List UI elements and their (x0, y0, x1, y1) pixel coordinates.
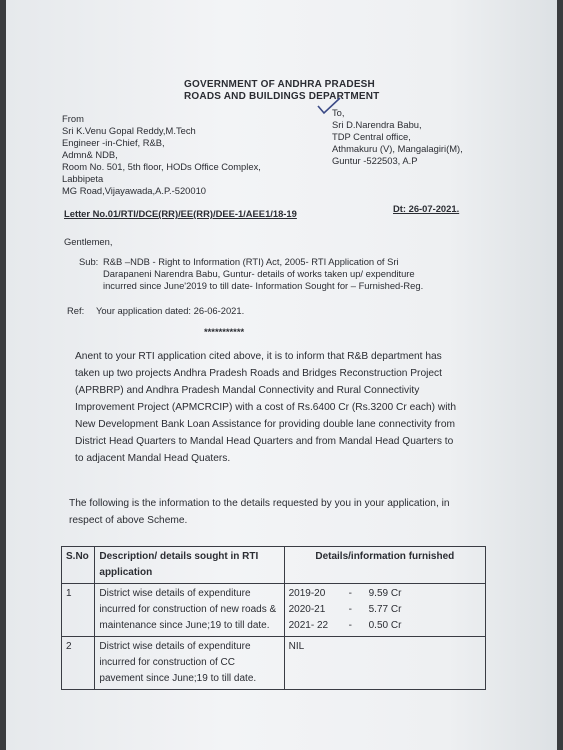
table-row (62, 584, 486, 637)
para1-line-7: to adjacent Mandal Head Quaters. (75, 453, 231, 464)
row1-description: District wise details of expenditure incurred for construction of new roads & maintenance since June;19 to till date. (95, 584, 284, 637)
salutation: Gentlemen, (64, 236, 113, 247)
para1-line-2: taken up two projects Andhra Pradesh Roads and Bridges Reconstruction Project (75, 368, 442, 379)
document-page (6, 0, 557, 750)
from-line-2: Engineer -in-Chief, R&B, (62, 137, 165, 148)
from-line-5: Labbipeta (62, 173, 104, 184)
row1-value-2: 2020-21 - 5.77 Cr (288, 604, 402, 615)
para1-line-1: Anent to your RTI application cited above, it is to inform that R&B department has (75, 351, 442, 362)
para1-line-4: Improvement Project (APMCRCIP) with a cost of Rs.6400 Cr (Rs.3200 Cr each) with (75, 402, 457, 413)
row1-value-3: 2021- 22 - 0.50 Cr (288, 620, 402, 631)
from-line-4: Room No. 501, 5th floor, HODs Office Complex, (62, 161, 261, 172)
to-line-4: Guntur -522503, A.P (332, 155, 418, 166)
ref-label: Ref: (67, 305, 85, 316)
para1-line-6: District Head Quarters to Mandal Head Quarters and from Mandal Head Quarters to (75, 436, 454, 447)
ref-text: Your application dated: 26-06-2021. (96, 305, 245, 316)
row2-description: District wise details of expenditure incurred for construction of CC pavement since June;19 to till date. (95, 637, 284, 690)
row1-sno: 1 (62, 584, 95, 637)
row1-information (284, 584, 485, 637)
para2-line-2: respect of above Scheme. (69, 515, 188, 526)
header-line-1: GOVERNMENT OF ANDHRA PRADESH (184, 79, 375, 90)
letter-date: Dt: 26-07-2021. (393, 203, 460, 214)
subject-line-3: incurred since June'2019 to till date- Information Sought for – Furnished-Reg. (103, 280, 424, 291)
header-description: Description/ details sought in RTI application (95, 547, 284, 584)
subject-label: Sub: (79, 256, 99, 267)
para1-line-3: (APRBRP) and Andhra Pradesh Mandal Connectivity and Rural Connectivity (75, 385, 420, 396)
from-line-6: MG Road,Vijayawada,A.P.-520010 (62, 185, 207, 196)
row2-sno: 2 (62, 637, 95, 690)
to-line-2: TDP Central office, (332, 131, 411, 142)
from-label: From (62, 113, 84, 124)
header-information: Details/information furnished (284, 547, 485, 584)
para2-line-1: The following is the information to the details requested by you in your application, in (69, 498, 450, 509)
subject-line-1: R&B –NDB - Right to Information (RTI) Act, 2005- RTI Application of Sri (103, 256, 399, 267)
rti-details-table (61, 546, 486, 690)
to-line-3: Athmakuru (V), Mangalagiri(M), (332, 143, 463, 154)
separator-stars: *********** (204, 326, 245, 337)
row1-value-1: 2019-20 - 9.59 Cr (288, 588, 402, 599)
header-sno: S.No (62, 547, 95, 584)
to-line-1: Sri D.Narendra Babu, (332, 119, 422, 130)
from-line-3: Admn& NDB, (62, 149, 118, 160)
table-row (62, 637, 486, 690)
subject-line-2: Darapaneni Narendra Babu, Guntur- details of works taken up/ expenditure (103, 268, 415, 279)
to-label: To, (332, 107, 345, 118)
letter-number: Letter No.01/RTI/DCE(RR)/EE(RR)/DEE-1/AEE1/18-19 (64, 208, 297, 219)
para1-line-5: New Development Bank Loan Assistance for providing double lane connectivity from (75, 419, 455, 430)
row2-information: NIL (284, 637, 485, 690)
header-line-2: ROADS AND BUILDINGS DEPARTMENT (184, 91, 380, 102)
table-header-row (62, 547, 486, 584)
from-line-1: Sri K.Venu Gopal Reddy,M.Tech (62, 125, 196, 136)
